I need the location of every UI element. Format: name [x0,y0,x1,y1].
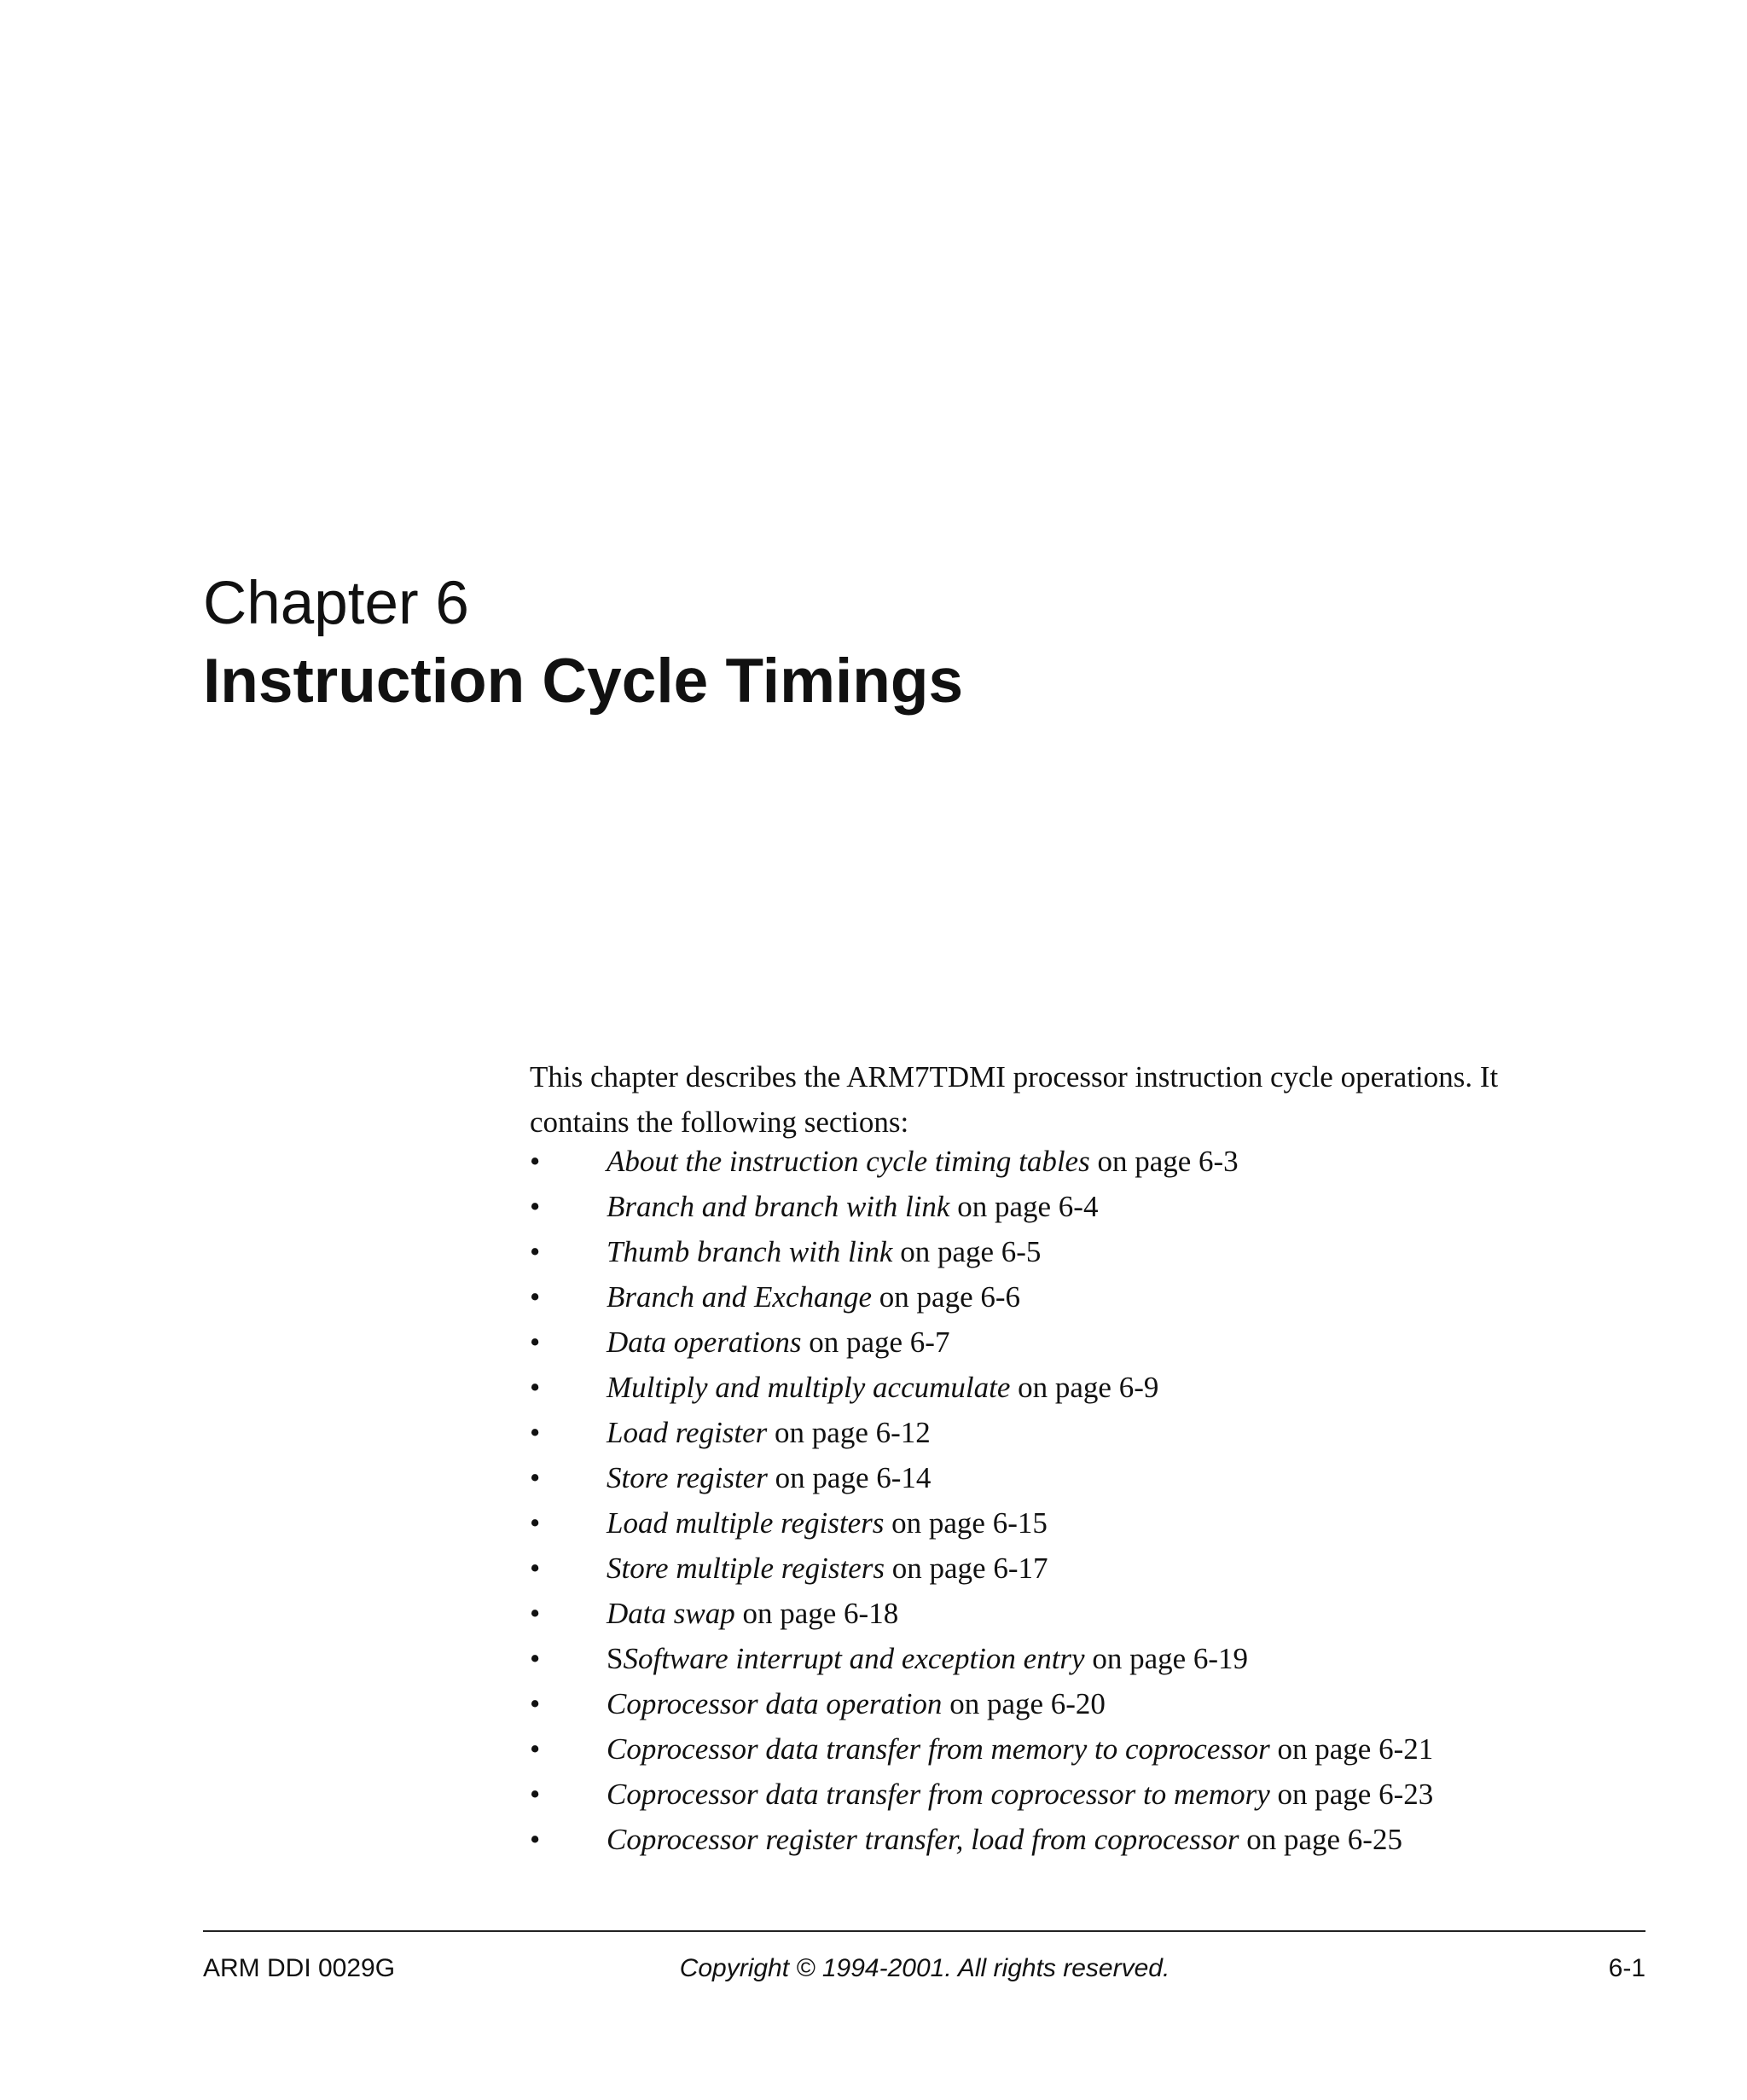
section-link[interactable]: Branch and Exchange [607,1280,873,1314]
list-item[interactable] [530,1591,1433,1636]
bullet-icon: • [530,1371,541,1404]
page-ref: on page 6-5 [892,1235,1042,1268]
bullet-icon: • [530,1687,541,1720]
bullet-icon: • [530,1416,541,1449]
list-item[interactable] [530,1681,1433,1726]
section-link[interactable]: Data operations [607,1326,802,1359]
intro-paragraph [530,1054,1639,1145]
page-ref: on page 6-18 [734,1597,899,1630]
bullet-icon: • [530,1506,541,1540]
list-item[interactable] [530,1817,1433,1862]
page-ref: on page 6-9 [1010,1371,1159,1404]
chapter-title: Instruction Cycle Timings [203,647,964,716]
page-ref: on page 6-19 [1084,1642,1249,1675]
bullet-icon: • [530,1597,541,1630]
bullet-icon: • [530,1145,541,1178]
section-link[interactable]: Branch and branch with link [607,1190,950,1223]
bullet-icon: • [530,1642,541,1675]
section-link[interactable]: Load multiple registers [607,1506,885,1540]
list-item[interactable] [530,1229,1433,1274]
list-item[interactable] [530,1772,1433,1817]
intro-line-2: contains the following sections: [530,1105,909,1139]
section-link[interactable]: Multiply and multiply accumulate [607,1371,1011,1404]
page-ref: on page 6-21 [1269,1732,1434,1766]
list-item[interactable] [530,1636,1433,1681]
list-item[interactable] [530,1546,1433,1591]
list-item[interactable] [530,1410,1433,1455]
section-link[interactable]: Coprocessor register transfer, load from coprocessor [607,1823,1239,1856]
list-item[interactable] [530,1274,1433,1320]
section-link[interactable]: Coprocessor data transfer from memory to coprocessor [607,1732,1270,1766]
intro-line-1: This chapter describes the ARM7TDMI processor instruction cycle operations. It [530,1060,1499,1094]
page-ref: on page 6-7 [801,1326,950,1359]
section-link[interactable]: Data swap [607,1597,735,1630]
list-item[interactable] [530,1365,1433,1410]
page-ref: on page 6-23 [1269,1778,1434,1811]
page-ref: on page 6-6 [872,1280,1021,1314]
list-item[interactable] [530,1320,1433,1365]
section-link[interactable]: Coprocessor data transfer from coprocessor to memory [607,1778,1270,1811]
list-item[interactable] [530,1726,1433,1772]
section-link[interactable]: Store register [607,1461,768,1494]
bullet-icon: • [530,1823,541,1856]
section-link[interactable]: Thumb branch with link [607,1235,893,1268]
bullet-icon: • [530,1190,541,1223]
bullet-icon: • [530,1326,541,1359]
bullet-icon: • [530,1778,541,1811]
list-item[interactable] [530,1455,1433,1500]
page-ref: on page 6-17 [885,1552,1048,1585]
bullet-icon: • [530,1732,541,1766]
section-list [530,1139,1433,1862]
bullet-icon: • [530,1235,541,1268]
copyright-notice: Copyright © 1994-2001. All rights reserved. [679,1954,1170,1982]
page-ref: on page 6-14 [767,1461,932,1494]
page-ref: on page 6-12 [767,1416,931,1449]
bullet-icon: • [530,1552,541,1585]
section-prefix: S [607,1642,624,1675]
document-id: ARM DDI 0029G [203,1954,396,1982]
page-ref: on page 6-15 [884,1506,1048,1540]
list-item[interactable] [530,1139,1433,1184]
list-item[interactable] [530,1184,1433,1229]
page-ref: on page 6-4 [949,1190,1099,1223]
section-link[interactable]: Load register [607,1416,768,1449]
section-link[interactable]: Store multiple registers [607,1552,885,1585]
section-link[interactable]: About the instruction cycle timing tables [607,1145,1090,1178]
page-ref: on page 6-25 [1239,1823,1402,1856]
section-link[interactable]: Coprocessor data operation [607,1687,943,1720]
page-number: 6-1 [1608,1954,1645,1982]
page-ref: on page 6-3 [1089,1145,1239,1178]
chapter-label: Chapter 6 [203,570,469,637]
list-item[interactable] [530,1500,1433,1546]
section-link[interactable]: Software interrupt and exception entry [623,1642,1085,1675]
bullet-icon: • [530,1461,541,1494]
bullet-icon: • [530,1280,541,1314]
page-ref: on page 6-20 [942,1687,1106,1720]
footer-divider [203,1930,1645,1932]
